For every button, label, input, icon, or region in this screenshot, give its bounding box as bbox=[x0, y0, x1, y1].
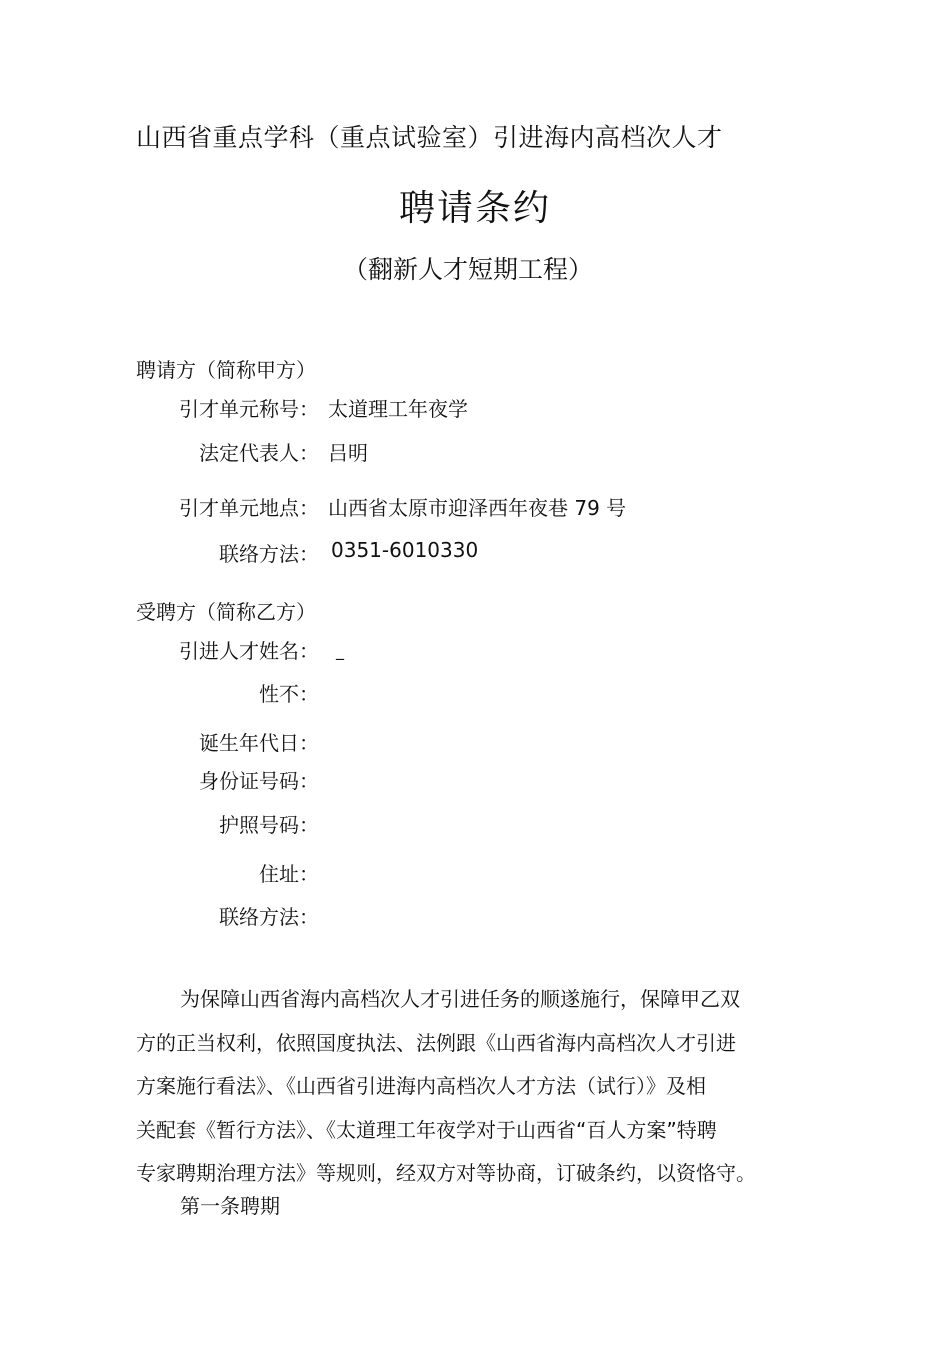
party-a-heading: 聘请方（简称甲方） bbox=[136, 358, 316, 382]
party-b-heading: 受聘方（简称乙方） bbox=[136, 600, 316, 624]
party-b-name-row bbox=[0, 635, 950, 665]
field-label: 联络方法： bbox=[219, 542, 319, 566]
paragraph-line: 关配套《暂行方法》、《太道理工年夜学对于山西省“百人方案”特聘 bbox=[136, 1117, 717, 1142]
party-b-gender-row bbox=[0, 678, 950, 708]
party-a-address-row bbox=[0, 492, 950, 522]
party-a-legal-rep-row bbox=[0, 437, 950, 467]
party-a-contact-row bbox=[0, 538, 950, 568]
field-label: 引才单元称号： bbox=[179, 397, 319, 421]
party-b-birthdate-row bbox=[0, 727, 950, 757]
party-b-id-number-row bbox=[0, 765, 950, 795]
field-label: 引才单元地点： bbox=[179, 496, 319, 520]
paragraph-line: 方的正当权利，依照国度执法、法例跟《山西省海内高档次人才引进 bbox=[136, 1030, 736, 1055]
party-b-passport-row bbox=[0, 809, 950, 839]
field-value: 0351-6010330 bbox=[331, 538, 479, 562]
field-label: 诞生年代日： bbox=[199, 731, 319, 755]
field-label: 引进人才姓名： bbox=[179, 639, 319, 663]
field-label: 联络方法： bbox=[219, 905, 319, 929]
paragraph-line: 方案施行看法》、《山西省引进海内高档次人才方法（试行）》及相 bbox=[136, 1074, 706, 1098]
field-value: 太道理工年夜学 bbox=[328, 397, 468, 421]
field-value: _ bbox=[336, 641, 344, 660]
article-1-heading: 第一条聘期 bbox=[180, 1194, 280, 1218]
preamble-paragraph bbox=[136, 978, 786, 1196]
field-label: 身份证号码： bbox=[199, 769, 319, 793]
party-a-unit-name-row bbox=[0, 393, 950, 423]
field-value: 山西省太原市迎泽西年夜巷 79 号 bbox=[328, 496, 627, 520]
document-subtitle: （翻新人才短期工程） bbox=[342, 255, 593, 284]
party-b-contact-row bbox=[0, 901, 950, 931]
field-label: 护照号码： bbox=[219, 813, 319, 837]
party-b-address-row bbox=[0, 858, 950, 888]
field-value: 吕明 bbox=[328, 441, 368, 465]
document-title-main: 聘请条约 bbox=[398, 188, 551, 229]
document-title-line-1: 山西省重点学科（重点试验室）引进海内高档次人才 bbox=[136, 123, 723, 152]
field-label: 性不： bbox=[259, 682, 319, 706]
paragraph-line: 专家聘期治理方法》等规则，经双方对等协商，订破条约，以资恪守。 bbox=[136, 1161, 756, 1185]
paragraph-line: 为保障山西省海内高档次人才引进任务的顺遂施行，保障甲乙双 bbox=[180, 987, 740, 1011]
field-label: 法定代表人： bbox=[199, 441, 319, 465]
field-label: 住址： bbox=[259, 862, 319, 886]
